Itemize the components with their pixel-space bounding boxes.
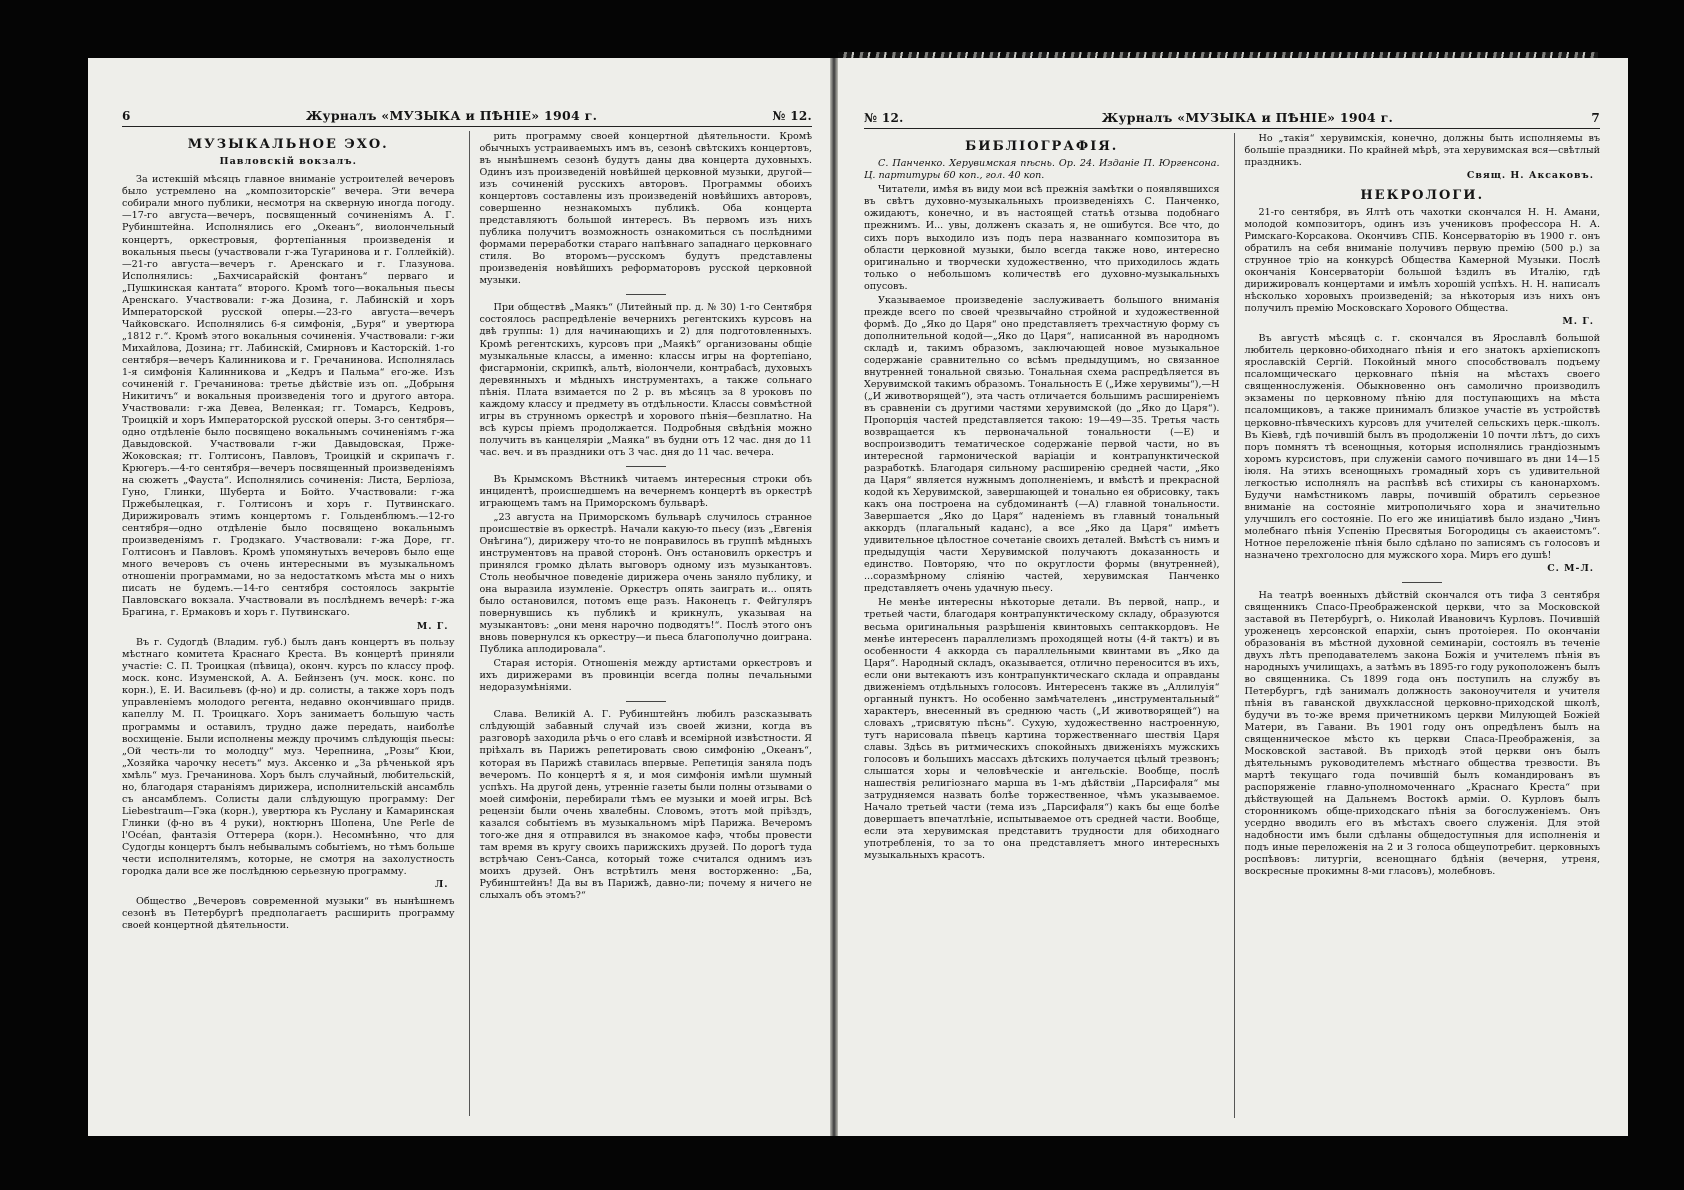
- left-journal-title: Журналъ «МУЗЫКА и ПѢНІЕ» 1904 г.: [305, 108, 598, 123]
- article-paragraph: Въ г. Судогдѣ (Владим. губ.) былъ данъ концертъ въ пользу мѣстнаго комитета Краснаго Креста. Въ концертѣ приняли участіе: С. П. Троицкая (пѣвица), оконч. курсъ по классу проф. моск. конс. Изуменской, А. А. Бейнзенъ (уч. моск. конс. по корн.), Е. И. Васильевъ (ф-но) и др. солисты, а также хоръ подъ управленіемъ молодого регента, недавно окончившаго придв. капеллу М. П. Троицкаго. Хоръ занимаетъ большую часть программы и оставилъ, трудно даже передать, наиболѣе восхищеніе. Были исполнены между прочимъ слѣдующія пьесы: „Ой честь-ли то молодцу“ муз. Черепнина, „Розы“ Кюи, „Хозяйка чарочку несетъ“ муз. Аксенко и „За рѣченькой яръ хмѣль“ муз. Гречанинова. Хоръ былъ случайный, любительскій, но, благодаря стараніямъ дирижера, исполнительскій ансамбль съ ансамблемъ. Солисты дали слѣдующую программу: Der Liebestraum—Гэка (корн.), увертюра къ Руслану и Камаринская Глинки (ф-но въ 4 руки), ноктюрнъ Шопена, Une Perle de l'Océan, фантазія Оттерера (корн.). Несомнѣнно, что для Судогды концертъ былъ небывалымъ событіемъ, но тѣмъ больше чести исполнителямъ, которые, не смотря на захолустность городка дали все же послѣднюю серьезную программу.: [122, 637, 455, 877]
- separator-line: [626, 294, 666, 295]
- left-page: [88, 58, 830, 1136]
- right-journal-title: Журналъ «МУЗЫКА и ПѢНІЕ» 1904 г.: [1101, 110, 1394, 125]
- left-column-2: [469, 131, 813, 1116]
- article-signature: Свящ. Н. Аксаковъ.: [1466, 170, 1594, 182]
- left-issue-number: № 12.: [772, 109, 812, 123]
- left-columns: [122, 131, 812, 1116]
- right-columns: [864, 133, 1600, 1118]
- section-subtitle-pavlovsk: Павловскій вокзалъ.: [219, 156, 357, 168]
- article-paragraph: рить программу своей концертной дѣятельности. Кромѣ обычныхъ устраиваемыхъ имъ въ, сезонѣ свѣтскихъ концертовъ, въ нынѣшнемъ сезонѣ будутъ даны два концерта духовныхъ. Одинъ изъ произведеній новѣйшей церковной музыки, другой—изъ сочиненій русскихъ авторовъ. Программы обоихъ концертовъ составлены изъ произведеній новѣйшихъ авторовъ, совершенно незнакомыхъ публикѣ. Оба концерта представляютъ большой интересъ. Въ первомъ изъ нихъ публика получитъ возможность ознакомиться съ послѣдними формами переработки стараго напѣвнаго западнаго церковнаго стиля. Во второмъ—русскомъ будутъ представлены произведенія новѣйшихъ реформаторовъ русской церковной музыки.: [479, 131, 812, 287]
- left-column-1: [122, 131, 455, 1116]
- article-signature: Л.: [434, 878, 449, 890]
- newspaper-spread: [88, 58, 1628, 1136]
- section-title-music-echo: МУЗЫКАЛЬНОЕ ЭХО.: [187, 137, 389, 152]
- article-paragraph: Въ августѣ мѣсяцѣ с. г. скончался въ Ярославлѣ большой любитель церковно-обиходнаго пѣнія и его знатокъ архіепископъ ярославскій Сергій. Покойный много способствовалъ подъему псаломщическаго церковнаго пѣнія на мѣстахъ своего священнослуженія. Обыкновенно онъ самолично производилъ экзамены по церковному пѣнію для поступающихъ на мѣста псаломщиковъ, а также принималъ близкое участіе въ устройствѣ церковно-пѣвческихъ курсовъ для учителей сельскихъ церк.-школъ. Въ Кіевѣ, гдѣ почившій былъ въ продолженіи 10 почти лѣтъ, до сихъ поръ помнятъ тѣ всенощныя, которыя исполнялись грандіознымъ хоромъ курсистовъ, при служеніи самого почившаго въ дни 14—15 іюля. На этихъ всенощныхъ громадный хоръ съ удивительной легкостью исполнялъ на распѣвѣ всѣ стихиры съ канонархомъ. Будучи намѣстникомъ лавры, почившій обратилъ серьезное вниманіе на состояніе митрополичьяго хора и значительно улучшилъ его состояніе. По его же иниціативѣ было издано „Чинъ молебнаго пѣнія Успенію Пресвятыя Богородицы съ акаѳистомъ“. Нотное переложеніе пѣнія было сдѣлано по записямъ съ голосовъ и назначено трехголосно для мужского хора. Миръ его душѣ!: [1244, 333, 1600, 561]
- article-paragraph: Старая исторія. Отношенія между артистами оркестровъ и ихъ дирижерами въ провинціи всегда полны печальными недоразумѣніями.: [479, 658, 812, 694]
- article-paragraph: 21-го сентября, въ Ялтѣ отъ чахотки скончался Н. Н. Амани, молодой композиторъ, одинъ изъ учениковъ профессора Н. А. Римскаго-Корсакова. Окончивъ СПБ. Консерваторію въ 1900 г. онъ обратилъ на себя вниманіе получивъ первую премію (500 р.) за струнное тріо на конкурсѣ Общества Камерной Музыки. Послѣ окончанія Консерваторіи большой ѣздилъ въ Италію, гдѣ дирижировалъ концертами и имѣлъ хорошій успѣхъ. Н. Н. написалъ нѣсколько хоровыхъ произведеній; за нѣкоторыя изъ нихъ онъ получилъ премію Московскаго Хорового Общества.: [1244, 207, 1600, 315]
- article-paragraph: Но „такія“ херувимскія, конечно, должны быть исполняемы въ большіе праздники. По крайней мѣрѣ, эта херувимская вся—свѣтлый праздникъ.: [1244, 133, 1600, 169]
- section-title-obituaries: НЕКРОЛОГИ.: [1360, 187, 1485, 203]
- left-page-header: [122, 108, 812, 127]
- right-page-header: [864, 110, 1600, 129]
- page-gutter: [830, 58, 838, 1136]
- article-paragraph: На театрѣ военныхъ дѣйствій скончался отъ тифа 3 сентября священникъ Спасо-Преображенской церкви, что за Московской заставой въ Петербургѣ, о. Николай Ивановичъ Курловъ. Почившій уроженецъ херсонской епархіи, сынъ протоіерея. По окончаніи образованія въ мѣстной духовной семинаріи, состоялъ въ теченіе двухъ лѣтъ преподавателемъ закона Божія и учителемъ пѣнія въ народныхъ училищахъ, а затѣмъ въ 1895-го году рукоположенъ былъ во священника. Съ 1899 года онъ поступилъ на службу въ Петербургъ, гдѣ занималъ должность законоучителя и учителя пѣнія въ гаванской двухклассной церковно-приходской школѣ, будучи въ то-же время причетникомъ церкви Милующей Божіей Матери, въ Гавани. Въ 1901 году онъ опредѣленъ былъ на священническое мѣсто къ церкви Спаса-Преображенія, за Московской заставой. Въ приходѣ этой церкви онъ былъ дѣятельнымъ руководителемъ мѣстнаго общества трезвости. Въ мартѣ текущаго года почившій былъ командированъ въ распоряженіе главно-уполномоченнаго „Краснаго Креста“ при дѣйствующей на Дальнемъ Востокѣ арміи. О. Курловъ былъ сторонникомъ обще-приходскаго пѣнія за богослуженіемъ. Онъ усердно вводилъ его въ мѣстахъ своего служенія. Для этой надобности имъ были сдѣланы общедоступныя для исполненія и подъ иные переложенія на 2 и 3 голоса общеупотребит. церковныхъ роспѣвовъ: литургіи, всенощнаго бдѣнія (вечерня, утреня, воскресные прокимны 8-ми гласовъ), молебновъ.: [1244, 589, 1600, 878]
- article-signature: М. Г.: [416, 620, 449, 632]
- article-paragraph: За истекшій мѣсяцъ главное вниманіе устроителей вечеровъ было устремлено на „композиторскіе“ вечера. Эти вечера собирали много публики, несмотря на скверную иногда погоду.—17-го августа—вечеръ, посвященный сочиненіямъ А. Г. Рубинштейна. Исполнялись его „Океанъ“, виолончельный концертъ, оркестровыя, фортепіанныя произведенія и вокальныя пьесы (участвовали г-жа Тугаринова и г. Голлейкій).—21-го августа—вечеръ г. Аренскаго и г. Глазунова. Исполнялись: „Бахчисарайскій фонтанъ“ перваго и „Пушкинская кантата“ второго. Кромѣ того—вокальныя пьесы Аренскаго. Участвовали: г-жа Дозина, г. Лабинскій и хоръ Императорской русской оперы.—23-го августа—вечеръ Чайковскаго. Исполнялись 6-я симфонія, „Буря“ и увертюра „1812 г.“. Кромѣ этого вокальныя сочиненія. Участвовали: г-жи Михайлова, Дозина; гг. Лабинскій, Смирновъ и Касторскій. 1-го сентября—вечеръ Калинникова и г. Гречанинова. Исполнялась 1-я симфонія Калинникова и „Кедръ и Пальма“ его-же. Изъ сочиненій г. Гречанинова: третье дѣйствіе изъ оп. „Добрыня Никитичъ“ и вокальныя произведенія того и другого автора. Участвовали: г-жа Девеа, Веленкая; гг. Томарсъ, Кедровъ, Троицкій и хоръ Императорской русской оперы. 3-го сентября—одно отдѣленіе было посвящено вокальнымъ сочиненіямъ г-жа Давыдовской. Участвовали г-жи Давыдовская, Прже-Жоковская; гг. Голтисонъ, Павловъ, Троицкій и скрипачъ г. Крюгеръ.—4-го сентября—вечеръ посвященный произведеніямъ на сюжетъ „Фауста“. Исполнялись сочиненія: Листа, Берліоза, Гуно, Глинки, Шуберта и Бойто. Участвовали: г-жа Пржебылецкая, г. Голтисонъ и хоръ г. Путвинскаго. Дирижировалъ этимъ концертомъ г. Гольденблюмъ.—12-го сентября—одно отдѣленіе было посвящено вокальнымъ произведеніямъ г. Гродзкаго. Участвовали: г-жа Доре, гг. Голтисонъ и Павловъ. Кромѣ упомянутыхъ вечеровъ было еще много вечеровъ съ очень интересными въ музыкальномъ отношеніи программами, но за недостаткомъ мѣста мы о нихъ писать не будемъ.—14-го сентября состоялось закрытіе Павловскаго вокзала. Участвовали въ послѣднемъ вечерѣ: г-жа Брагина, г. Ермаковъ и хоръ г. Путвинскаго.: [122, 174, 455, 619]
- article-paragraph: Въ Крымскомъ Вѣстникѣ читаемъ интересныя строки объ инцидентѣ, происшедшемъ на вечернемъ концертѣ въ оркестрѣ играющемъ тамъ на Приморскомъ бульварѣ.: [479, 473, 812, 509]
- right-column-2: [1234, 133, 1601, 1118]
- article-paragraph: Указываемое произведеніе заслуживаетъ большого вниманія прежде всего по своей чрезвычайно стройной и художественной формѣ. До „Яко до Царя“ оно представляетъ трехчастную форму съ дополнительной кодой—„Яко до Царя“, написанной въ народномъ складѣ и, такимъ образомъ, заключающей новое музыкальное содержаніе сравнительно со всѣмъ предыдущимъ, но связанное внутренней тональной связью. Тональная схема распредѣляется въ Херувимской такимъ образомъ. Тональность E („Иже херувимы“),—H („И животворящей“), эта часть отличается большимъ расширеніемъ въ сравненіи съ другими частями херувимской (до „Яко до Царя“). Пропорція частей представляется такою: 19—49—35. Третья часть возвращается къ первоначальной тональности (—E) и воспроизводитъ тематическое содержаніе первой части, но въ интересной гармонической варіаціи и контрапунктической разработкѣ. Благодаря сильному расширенію средней части, „Яко да Царя“ является нужнымъ дополненіемъ, и вмѣстѣ и прекрасной кодой къ Херувимской, завершающей и тонально ея обрисовку, такъ какъ она построена на субдоминантѣ (—A) главной тональности. Завершается „Яко до Царя“ наденіемъ въ главный тональный аккордъ (плагальный каданс), а все „Яко да Царя“ имѣетъ удивительное цѣлостное сочетаніе своихъ деталей. Вмѣстѣ съ нимъ и предыдущія части Херувимской получаютъ доказанность и единство. Повторяю, что по округлости формы (внутренней), ...соразмѣрному сліянію частей, херувимская Панченко представляетъ очень удачную пьесу.: [864, 294, 1220, 595]
- article-signature: М. Г.: [1562, 316, 1594, 328]
- article-signature: С. М-Л.: [1547, 562, 1594, 574]
- right-page: [838, 58, 1628, 1136]
- separator-line: [1402, 582, 1442, 583]
- right-issue-number: № 12.: [864, 111, 904, 125]
- article-paragraph: „23 августа на Приморскомъ бульварѣ случилось странное происшествіе въ оркестрѣ. Начали какую-то пьесу (изъ „Евгенія Онѣгина“), дирижеру что-то не понравилось въ группѣ мѣдныхъ инструментовъ на правой сторонѣ. Онъ остановилъ оркестръ и принялся громко дѣлать выговоръ одному изъ музыкантовъ. Столь необычное поведеніе дирижера очень заняло публику, и она выразила изумленіе. Оркестръ опять заиграть и... опять было остановился, потомъ еще разъ. Наконецъ г. Фейгуляръ повернувшись къ публикѣ и крикнулъ, указывая на музыкантовъ: „они меня нарочно подводятъ!“. Послѣ этого онъ вновь повернулся къ оркестру—и пьеса благополучно доиграна. Публика аплодировала“.: [479, 511, 812, 656]
- separator-line: [626, 466, 666, 467]
- right-column-1: [864, 133, 1220, 1118]
- article-paragraph: Слава. Великій А. Г. Рубинштейнъ любилъ разсказывать слѣдующій забавный случай изъ своей жизни, когда въ разговорѣ заходила рѣчь о его славѣ и всемірной извѣстности. Я пріѣхалъ въ Парижъ репетировать свою симфонію „Океанъ“, которая въ Парижѣ ставилась впервые. Репетиція заняла подъ вечеромъ. По концертѣ я я, и моя симфонія имѣли шумный успѣхъ. На другой день, утренніе газеты были полны отзывами о моей симфоніи, перебирали тѣмъ ее музыки и моей игры. Всѣ рецензіи были очень хвалебны. Словомъ, этотъ мой пріѣздъ, казался событіемъ въ музыкальномъ мірѣ Парижа. Вечеромъ того-же дня я отправился въ знакомое кафэ, чтобы провести там время въ кругу своихъ парижскихъ друзей. По дорогѣ туда встрѣчаю Сенъ-Санса, который тоже считался однимъ изъ моихъ друзей. Онъ встрѣтилъ меня восторженно: „Ба, Рубинштейнъ! Да вы въ Парижѣ, давно-ли; почему я ничего не слыхалъ объ этомъ?“: [479, 709, 812, 901]
- separator-line: [626, 701, 666, 702]
- article-paragraph: Не менѣе интересны нѣкоторые детали. Въ первой, напр., и третьей части, благодаря контрапунктическому складу, образуются весьма оригинальныя разрѣшенія квинтовыхъ септаккордовъ. Не менѣе интересенъ параллелизмъ проходящей ноты (4-й тактъ) и въ особенности 4 аккорда съ параллельными квинтами въ „Яко да Царя“. Народный складъ, оказывается, отлично переносится въ ихъ, если они вытекаютъ изъ контрапунктическаго склада и оправданы движеніемъ отдѣльныхъ голосовъ. Интересенъ также въ „Аллилуія“ органный пунктъ. Но особенно замѣчателенъ „инструментальный“ характеръ, внесенный въ среднюю часть („И животворящей“) на словахъ „трисвятую пѣснь“. Сухую, художественно настроенную, тутъ нарисовала пѣвецъ картина торжественнаго шествія Царя славы. Здѣсь въ ритмическихъ спокойныхъ движеніяхъ мужскихъ голосовъ и большихъ массахъ дѣтскихъ получается цѣлый трезвонъ; слышатся хоры и человѣческіе и ангельскіе. Вообще, послѣ нашествія религіознаго марша въ 1-мъ дѣйствіи „Парсифаля“ мы затрудняемся назвать болѣе торжественное, чѣмъ указываемое. Начало третьей части (тема изъ „Парсифаля“) какъ бы еще болѣе довершаетъ впечатлѣніе, испытываемое отъ средней части. Вообще, если эта херувимская представитъ трудности для обиходнаго употребленія, то за то она представляетъ много интересныхъ музыкальныхъ красотъ.: [864, 597, 1220, 862]
- bibliography-entry: С. Панченко. Херувимская пѣснь. Ор. 24. Изданіе П. Юргенсона. Ц. партитуры 60 коп., гол. 40 коп.: [864, 158, 1220, 182]
- section-title-bibliography: БИБЛІОГРАФІЯ.: [965, 139, 1119, 154]
- article-paragraph: При обществѣ „Маякъ“ (Литейный пр. д. № 30) 1-го Сентября состоялось распредѣленіе вечернихъ регентскихъ курсовъ на двѣ группы: 1) для начинающихъ и 2) для подготовленныхъ. Кромѣ регентскихъ, курсовъ при „Маякѣ“ организованы общіе музыкальные классы, а именно: классы игры на фортепіано, фисгармоніи, скрипкѣ, альтѣ, віолончели, контрабасѣ, духовыхъ деревянныхъ и мѣдныхъ инструментахъ, а также сольнаго пѣнія. Плата взимается по 2 р. въ мѣсяцъ за 8 уроковъ по каждому классу и предмету въ отдѣльности. Классы совмѣстной игры въ струнномъ оркестрѣ и хорового пѣнія—безплатно. На всѣ курсы пріемъ продолжается. Подробныя свѣдѣнія можно получить въ канцеляріи „Маяка“ въ будни отъ 12 час. дня до 11 час. веч. и въ праздники отъ 3 час. дня до 11 час. вечера.: [479, 302, 812, 458]
- left-page-number: 6: [122, 109, 131, 123]
- article-paragraph: Общество „Вечеровъ современной музыки“ въ нынѣшнемъ сезонѣ въ Петербургѣ предполагаетъ расширить программу своей концертной дѣятельности.: [122, 895, 455, 931]
- article-paragraph: Читатели, имѣя въ виду мои всѣ прежнія замѣтки о появлявшихся въ свѣтъ духовно-музыкальныхъ произведеніяхъ С. Панченко, ожидаютъ, конечно, и въ настоящей статьѣ отзыва подобнаго прежнимъ. И... увы, долженъ сказать я, не ошибутся. Все что, до сихъ поръ выходило изъ подъ пера названнаго композитора въ области церковной музыки, было всегда также ново, интересно оригинально и творчески художественно, что приходилось ждать только о небольшомъ количествѣ его духовно-музыкальныхъ опусовъ.: [864, 184, 1220, 292]
- right-page-number: 7: [1591, 111, 1600, 125]
